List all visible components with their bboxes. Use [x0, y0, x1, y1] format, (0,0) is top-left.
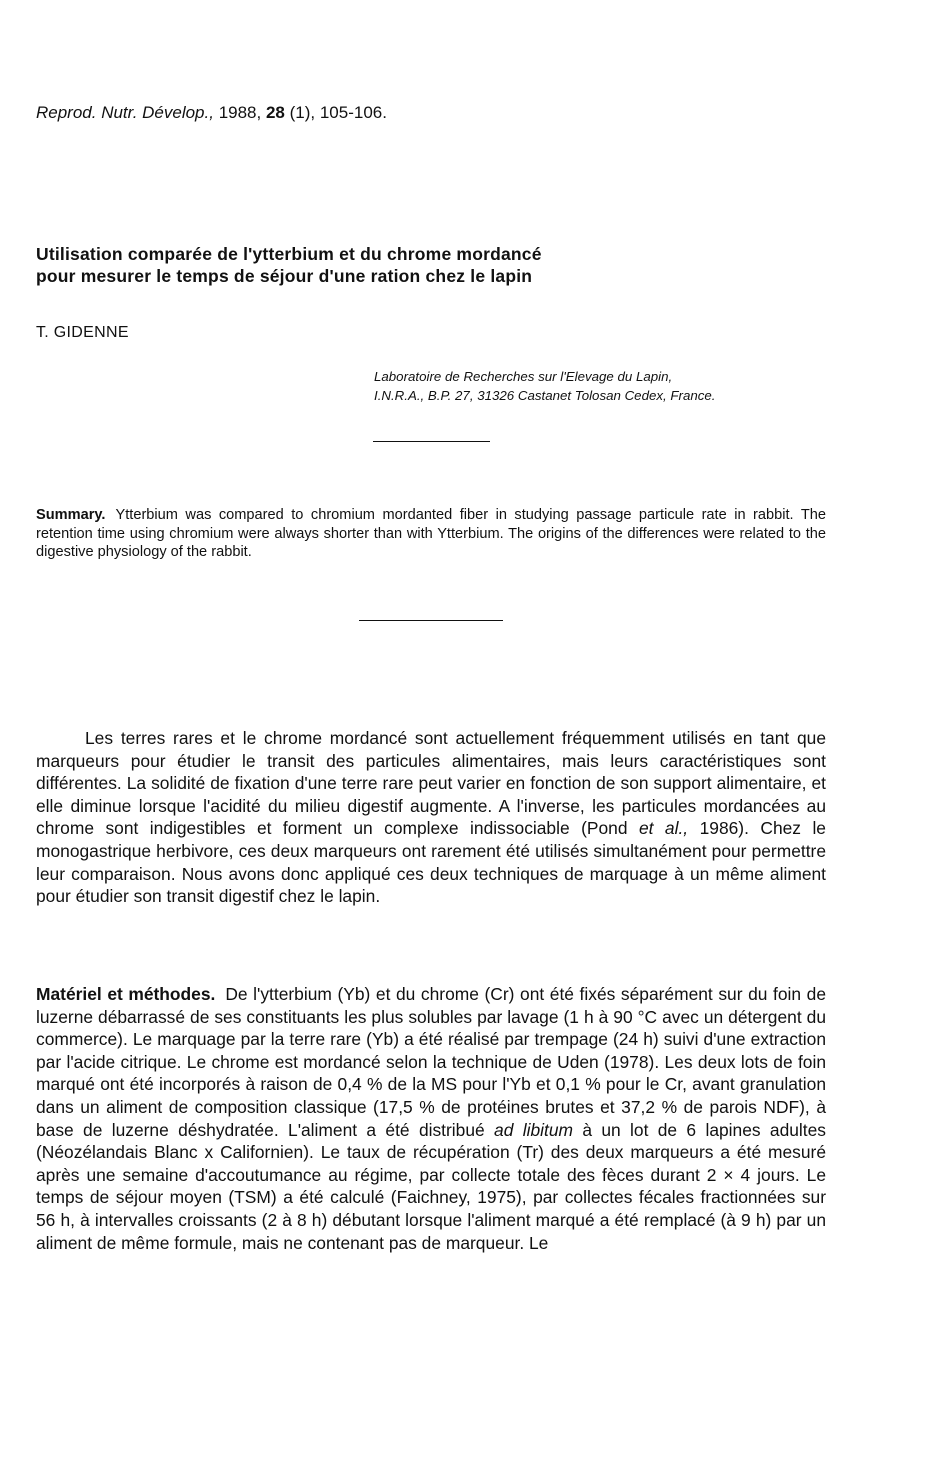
intro-et-al: et al.,	[638, 818, 689, 839]
author-name: T. GIDENNE	[36, 324, 129, 341]
methods-label: Matériel et méthodes.	[36, 984, 216, 1004]
journal-citation	[36, 103, 387, 123]
methods-paragraph	[36, 983, 826, 1254]
methods-text-1: De l'ytterbium (Yb) et du chrome (Cr) ont été fixés séparément sur du foin de luzerne débarrassé de ses constituants les plus solubles par lavage (1 h à 90 °C avec un détergent du commerce). Le marquage par la terre rare (Yb) a été réalisé par trempage (24 h) suivi d'une extraction par l'acide citrique. Le chrome est mordancé selon la technique de Uden (1978). Les deux lots de foin marqué ont été incorporés à raison de 0,4 % de la MS pour l'Yb et 0,1 % pour le Cr, avant granulation dans un aliment de composition classique (17,5 % de protéines brutes et 37,2 % de parois NDF), à base de luzerne déshydratée. L'aliment a été distribué	[36, 984, 826, 1140]
intro-text-2: 1986). Chez le monogastrique herbivore, ces deux marqueurs ont rarement été utilisés simultanément pour permettre leur comparaison. Nous avons donc appliqué ces deux techniques de marquage à un même aliment pour étudier son transit digestif chez le lapin.	[36, 818, 826, 907]
article-title	[36, 243, 796, 287]
affiliation-line-1: Laboratoire de Recherches sur l'Elevage du Lapin,	[374, 369, 673, 384]
journal-issue-pages: (1), 105-106.	[289, 103, 387, 122]
divider-top	[373, 441, 490, 442]
journal-name: Reprod. Nutr. Dévelop.,	[36, 103, 214, 122]
journal-volume: 28	[265, 103, 285, 122]
divider-bottom	[359, 620, 503, 621]
methods-text-2: à un lot de 6 lapines adultes (Néozélandais Blanc x Californien). Le taux de récupération (Tr) des deux marqueurs a été mesuré après une semaine d'accoutumance au régime, par collecte totale des fèces durant 2 × 4 jours. Le temps de séjour moyen (TSM) a été calculé (Faichney, 1975), par collectes fécales fractionnées sur 56 h, à intervalles croissants (2 à 8 h) débutant lorsque l'aliment marqué a été remplacé (à 9 h) par un aliment de même formule, mais ne contenant pas de marqueur. Le	[36, 1119, 826, 1253]
methods-ad-libitum: ad libitum	[494, 1119, 573, 1140]
intro-text-1: Les terres rares et le chrome mordancé sont actuellement fréquemment utilisés en tant que marqueurs pour étudier le transit des particules alimentaires, mais leurs caractéristiques sont différentes. La solidité de fixation d'une terre rare peut varier en fonction de son support alimentaire, et elle diminue lorsque l'acidité du milieu digestif augmente. A l'inverse, les particules mordancées au chrome sont indigestibles et forment un complexe indissociable (Pond	[36, 728, 826, 839]
title-line-2: pour mesurer le temps de séjour d'une ration chez le lapin	[36, 266, 533, 286]
intro-paragraph	[36, 727, 826, 908]
summary-text: Ytterbium was compared to chromium mordanted fiber in studying passage particule rate in rabbit. The retention time using chromium were always shorter than with Ytterbium. The origins of the differences were related to the digestive physiology of the rabbit.	[36, 507, 826, 561]
journal-year: 1988,	[218, 103, 262, 122]
affiliation-line-2: I.N.R.A., B.P. 27, 31326 Castanet Tolosan Cedex, France.	[374, 388, 716, 403]
title-line-1: Utilisation comparée de l'ytterbium et du chrome mordancé	[36, 244, 542, 264]
author-affiliation	[374, 367, 716, 405]
summary-label: Summary.	[36, 507, 106, 523]
summary-paragraph	[36, 506, 826, 562]
